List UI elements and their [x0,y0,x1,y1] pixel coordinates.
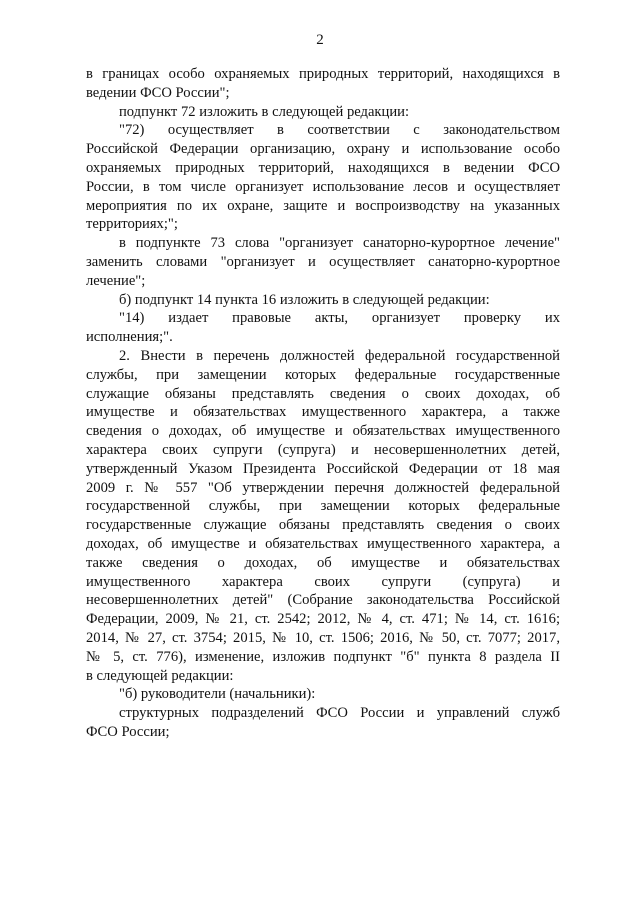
text-line: структурных подразделений ФСО России и управлений служб [119,705,560,722]
text-line: сведения о доходах, об имуществе и обязательствах имущественного [86,423,560,440]
text-line: "б) руководители (начальники): [119,686,316,703]
document-body [86,65,560,742]
text-line: № 5, ст. 776), изменение, изложив подпункт "б" пункта 8 раздела II [86,648,560,665]
text-line: "72) осуществляет в соответствии с законодательством [119,122,560,139]
text-line: имуществе и обязательствах имущественного характера, а также [86,404,560,421]
text-line: характера своих супруги (супруга) и несовершеннолетних детей, [86,441,560,458]
text-line: б) подпункт 14 пункта 16 изложить в следующей редакции: [119,291,490,308]
text-line: несовершеннолетних детей" (Собрание законодательства Российской [86,592,560,609]
text-line: государственной службы, при замещении которых федеральные [86,498,560,515]
text-line: имущественного характера своих супруги (супруга) и [86,573,560,590]
text-line: территориях;"; [86,216,178,233]
text-line: 2014, № 27, ст. 3754; 2015, № 10, ст. 1506; 2016, № 50, ст. 7077; 2017, [86,629,560,646]
text-line: 2009 г. № 557 "Об утверждении перечня должностей федеральной [86,479,560,496]
text-line: также сведения о доходах, об имуществе и обязательствах [86,554,560,571]
text-line: исполнения;". [86,329,173,346]
text-line: лечение"; [86,272,146,289]
text-line: заменить словами "организует и осуществляет санаторно-курортное [86,253,560,270]
text-line: "14) издает правовые акты, организует проверку их [119,310,560,327]
text-line: мероприятия по их охране, защите и воспроизводству на указанных [86,197,560,214]
text-line: Российской Федерации организацию, охрану и использование особо [86,141,560,158]
text-line: охраняемых природных территорий, находящихся в ведении ФСО [86,159,560,176]
text-line: в границах особо охраняемых природных территорий, находящихся в [86,66,560,82]
text-line: подпункт 72 изложить в следующей редакции: [119,103,410,120]
page-number: 2 [316,32,324,48]
text-line: доходах, об имуществе и обязательствах имущественного характера, а [86,535,560,552]
text-line: службы, при замещении которых федеральные государственные [86,366,560,383]
text-line: в следующей редакции: [86,667,234,684]
text-line: Федерации, 2009, № 21, ст. 2542; 2012, № 4, ст. 471; № 14, ст. 1616; [86,611,560,628]
text-line: России, в том числе организует использование лесов и осуществляет [86,178,560,195]
text-line: государственные служащие обязаны представлять сведения о своих [86,517,560,534]
text-line: 2. Внести в перечень должностей федеральной государственной [119,347,560,364]
text-line: ведении ФСО России"; [86,84,230,101]
text-line: ФСО России; [86,723,170,740]
text-line: утвержденный Указом Президента Российской Федерации от 18 мая [86,460,560,477]
text-line: в подпункте 73 слова "организует санаторно-курортное лечение" [119,235,560,252]
text-line: служащие обязаны представлять сведения о своих доходах, об [86,385,560,402]
